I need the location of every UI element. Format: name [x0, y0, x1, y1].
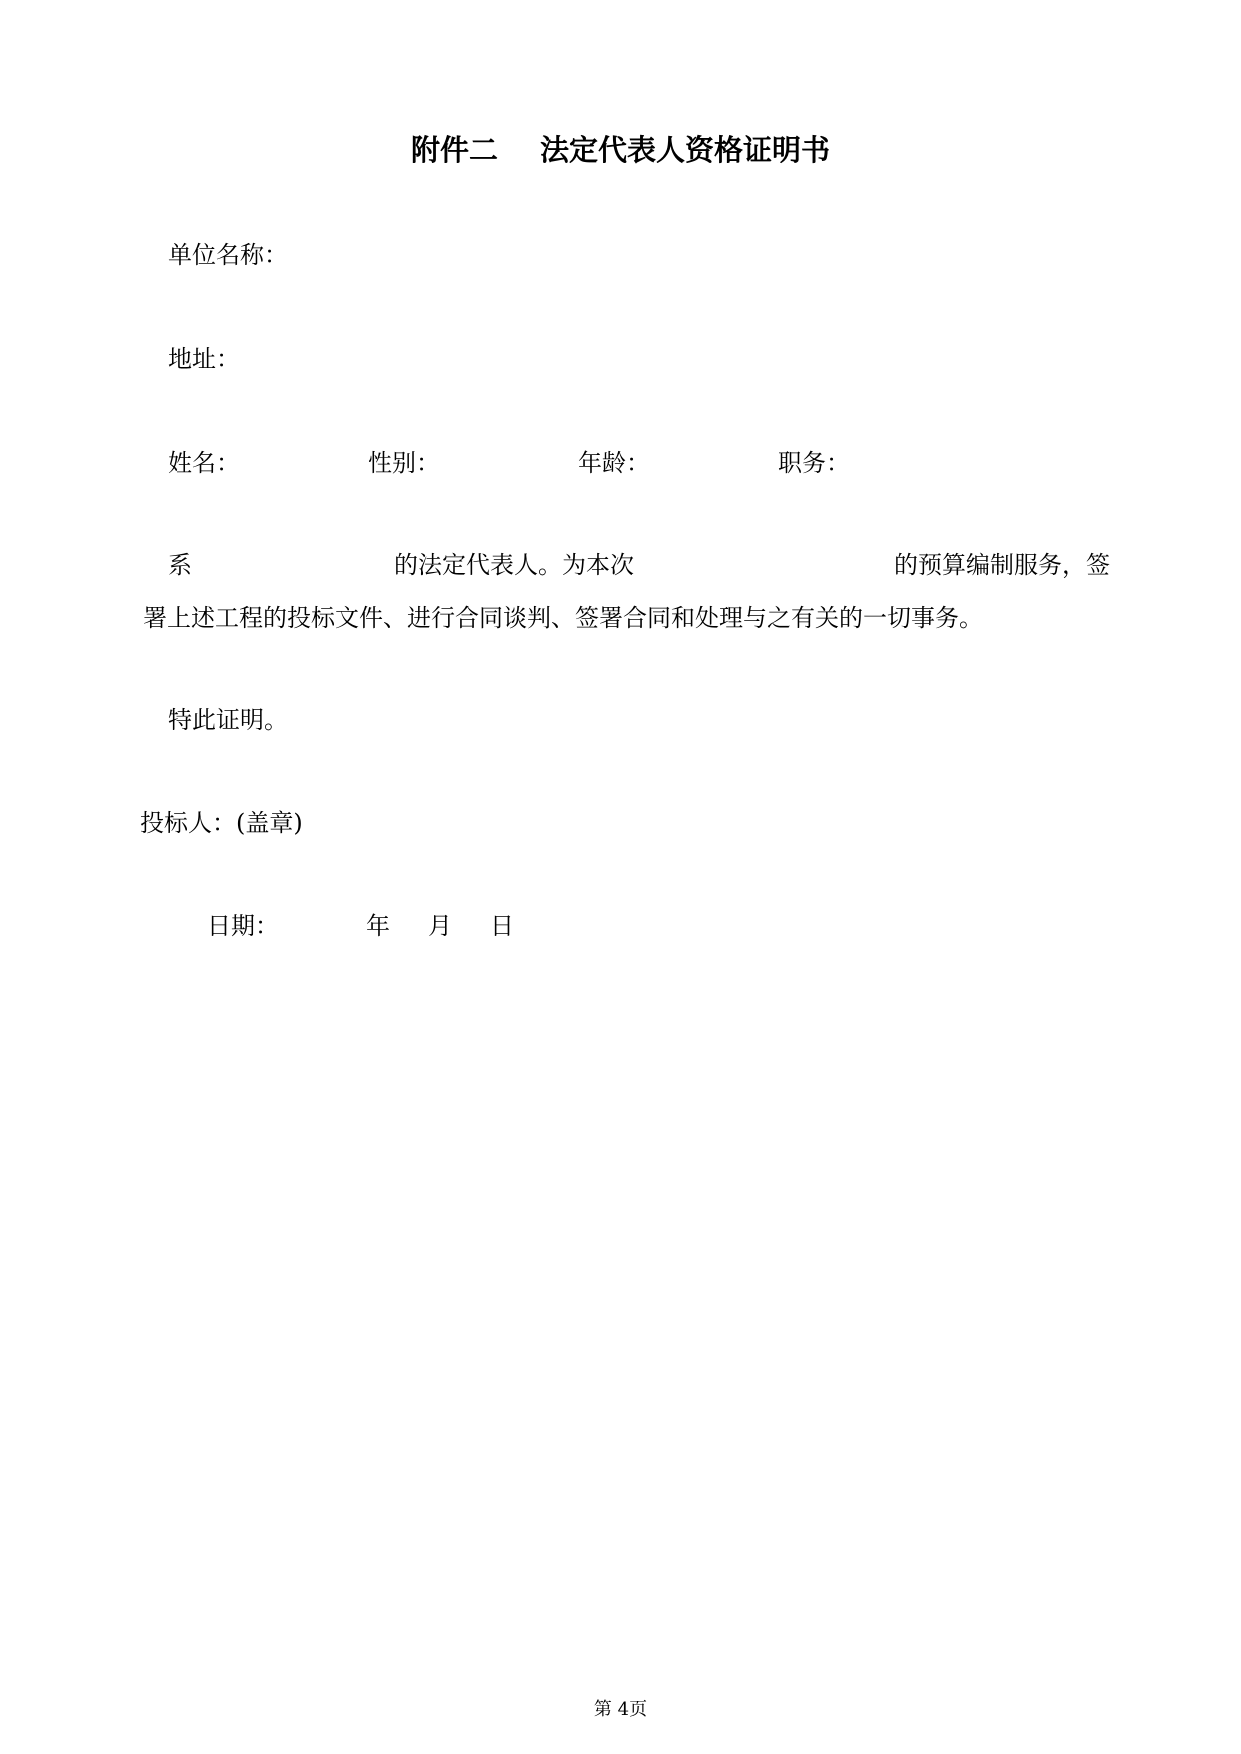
document-title [0, 133, 1241, 167]
unit-name-label: 单位名称： [168, 241, 288, 269]
age-label: 年龄： [578, 449, 650, 477]
name-label: 姓名： [168, 449, 240, 477]
certify-text: 特此证明。 [168, 706, 288, 734]
date-year-label: 年 [366, 912, 390, 940]
statement-budget-service: 的预算编制服务，签 [894, 551, 1110, 579]
page-number: 第 4页 [593, 1699, 648, 1720]
title-main-label: 法定代表人资格证明书 [540, 133, 831, 167]
statement-prefix: 系 [168, 551, 192, 579]
bidder-seal-label: 投标人：(盖章) [140, 809, 303, 837]
position-label: 职务： [778, 449, 850, 477]
gender-label: 性别： [368, 449, 440, 477]
date-day-label: 日 [490, 912, 514, 940]
title-annex-label: 附件二 [410, 133, 498, 167]
date-month-label: 月 [428, 912, 452, 940]
statement-line-2: 署上述工程的投标文件、进行合同谈判、签署合同和处理与之有关的一切事务。 [143, 604, 983, 632]
address-label: 地址： [168, 345, 240, 373]
statement-legal-rep: 的法定代表人。为本次 [394, 551, 634, 579]
date-label: 日期： [207, 912, 279, 940]
